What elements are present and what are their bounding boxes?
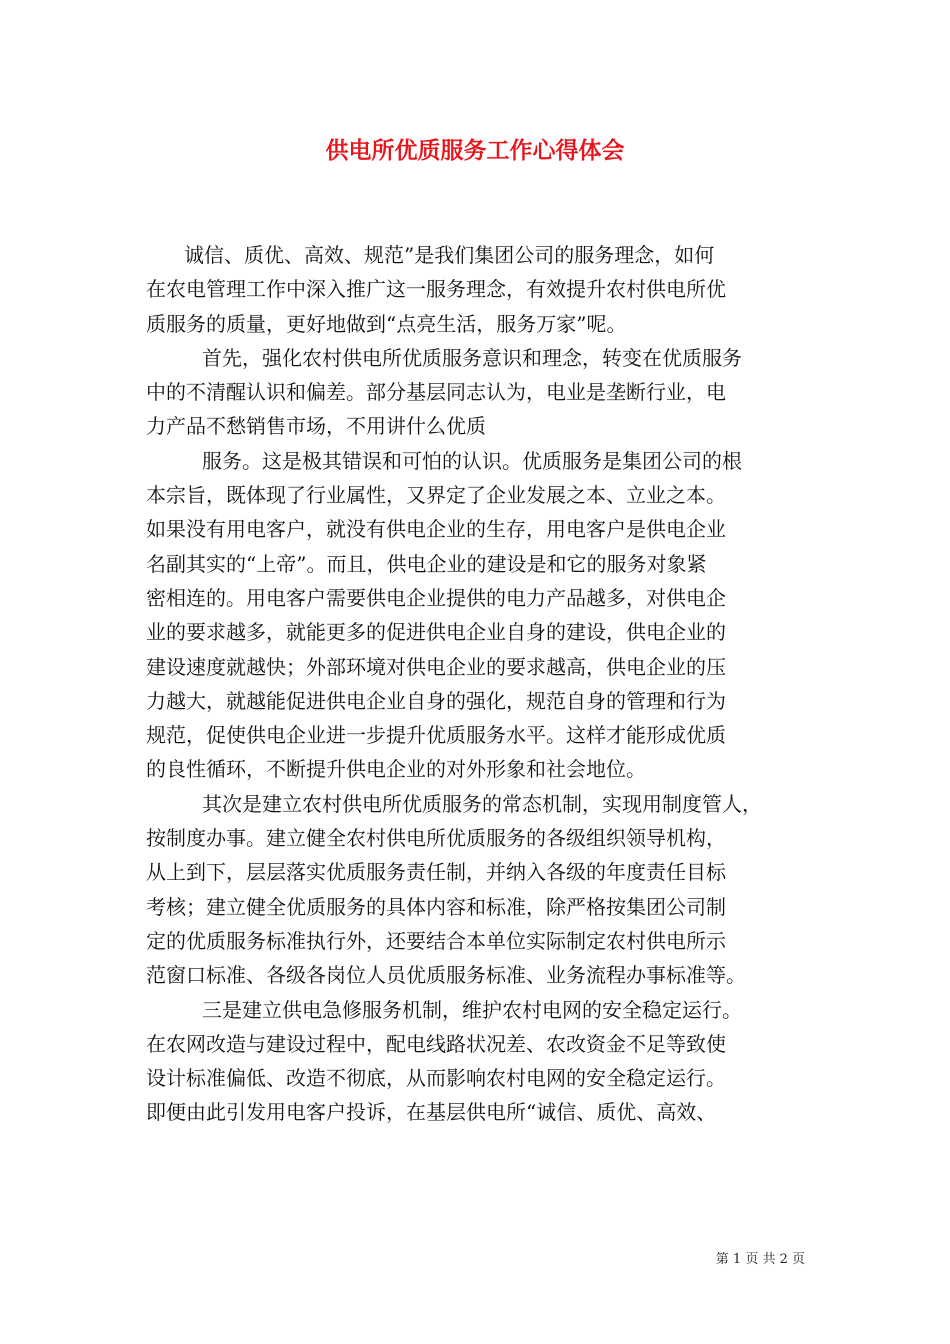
text-line: 名副其实的“上帝”。而且，供电企业的建设是和它的服务对象紧 xyxy=(146,551,707,576)
page-number: 第 1 页 共 2 页 xyxy=(715,1252,805,1267)
text-line: 建设速度就越快；外部环境对供电企业的要求越高，供电企业的压 xyxy=(146,654,726,679)
text-line: 的良性循环，不断提升供电企业的对外形象和社会地位。 xyxy=(146,757,646,782)
text-line: 力越大，就越能促进供电企业自身的强化，规范自身的管理和行为 xyxy=(146,688,726,713)
text-line: 即便由此引发用电客户投诉，在基层供电所“诚信、质优、高效、 xyxy=(146,1100,717,1125)
document-title: 供电所优质服务工作心得体会 xyxy=(325,137,625,164)
text-line: 定的优质服务标准执行外，还要结合本单位实际制定农村供电所示 xyxy=(146,928,726,953)
text-line: 服务。这是极其错误和可怕的认识。优质服务是集团公司的根 xyxy=(202,448,742,473)
text-line: 首先，强化农村供电所优质服务意识和理念，转变在优质服务 xyxy=(202,345,742,370)
text-line: 如果没有用电客户，就没有供电企业的生存，用电客户是供电企业 xyxy=(146,517,726,542)
text-line: 诚信、质优、高效、规范”是我们集团公司的服务理念，如何 xyxy=(184,243,715,267)
document-body xyxy=(146,238,808,1130)
text-line: 质服务的质量，更好地做到“点亮生活，服务万家”呢。 xyxy=(146,311,627,336)
text-line: 考核；建立健全优质服务的具体内容和标准，除严格按集团公司制 xyxy=(146,894,726,919)
text-line: 从上到下，层层落实优质服务责任制，并纳入各级的年度责任目标 xyxy=(146,860,726,885)
text-line: 密相连的。用电客户需要供电企业提供的电力产品越多，对供电企 xyxy=(146,585,726,610)
text-line: 其次是建立农村供电所优质服务的常态机制，实现用制度管人， xyxy=(202,791,762,816)
text-line: 范窗口标准、各级各岗位人员优质服务标准、业务流程办事标准等。 xyxy=(146,963,746,988)
text-line: 规范，促使供电企业进一步提升优质服务水平。这样才能形成优质 xyxy=(146,723,726,748)
text-line: 在农电管理工作中深入推广这一服务理念，有效提升农村供电所优 xyxy=(146,277,726,302)
text-line: 力产品不愁销售市场，不用讲什么优质 xyxy=(146,414,486,439)
text-line: 中的不清醒认识和偏差。部分基层同志认为，电业是垄断行业，电 xyxy=(146,380,726,405)
text-line: 设计标准偏低、改造不彻底，从而影响农村电网的安全稳定运行。 xyxy=(146,1066,726,1091)
text-line: 在农网改造与建设过程中，配电线路状况差、农改资金不足等致使 xyxy=(146,1031,726,1056)
text-line: 三是建立供电急修服务机制，维护农村电网的安全稳定运行。 xyxy=(202,997,742,1022)
text-line: 按制度办事。建立健全农村供电所优质服务的各级组织领导机构， xyxy=(146,826,726,851)
text-line: 本宗旨，既体现了行业属性，又界定了企业发展之本、立业之本。 xyxy=(146,483,726,508)
text-line: 业的要求越多，就能更多的促进供电企业自身的建设，供电企业的 xyxy=(146,620,726,645)
